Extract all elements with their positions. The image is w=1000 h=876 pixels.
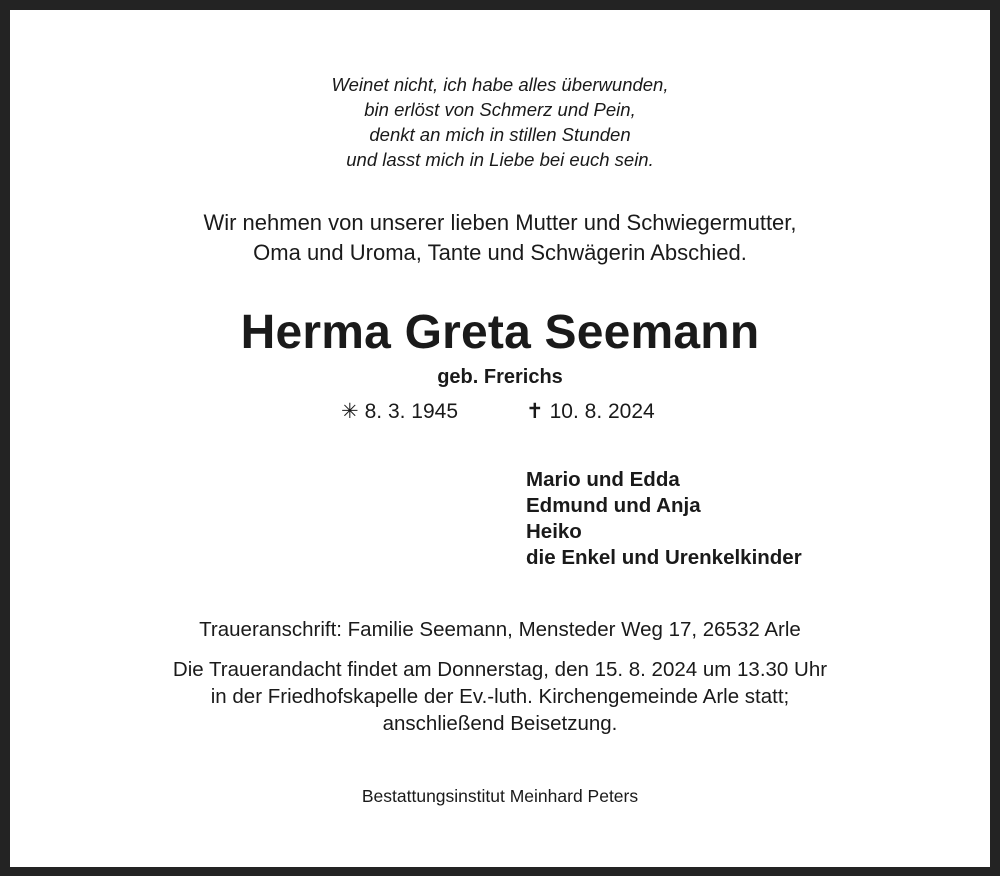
mourner-entry: Mario und Edda <box>526 468 680 491</box>
service-line: Die Trauerandacht findet am Donnerstag, den 15. 8. 2024 um 13.30 Uhr <box>172 658 828 681</box>
mourners-list <box>526 467 802 571</box>
intro-line: Oma und Uroma, Tante und Schwägerin Abschied. <box>253 240 747 265</box>
poem-line: Weinet nicht, ich habe alles überwunden, <box>331 74 669 95</box>
death-date-group <box>526 398 655 426</box>
death-date: 10. 8. 2024 <box>549 400 655 423</box>
poem <box>0 72 1000 172</box>
service-line: anschließend Beisetzung. <box>382 712 618 735</box>
death-cross-icon: ✝ <box>526 400 544 423</box>
birth-star-icon: ✳ <box>341 400 359 423</box>
mourning-address: Traueranschrift: Familie Seemann, Mensteder Weg 17, 26532 Arle <box>199 618 801 641</box>
mourner-entry: Heiko <box>526 520 582 543</box>
poem-line: denkt an mich in stillen Stunden <box>369 124 631 145</box>
intro-text <box>0 208 1000 268</box>
maiden-name: geb. Frerichs <box>437 366 563 388</box>
mourner-entry: die Enkel und Urenkelkinder <box>526 546 802 569</box>
intro-line: Wir nehmen von unserer lieben Mutter und Schwiegermutter, <box>203 210 797 235</box>
mourner-entry: Edmund und Anja <box>526 494 701 517</box>
deceased-name: Herma Greta Seemann <box>240 306 760 359</box>
poem-line: und lasst mich in Liebe bei euch sein. <box>346 149 654 170</box>
poem-line: bin erlöst von Schmerz und Pein, <box>364 99 636 120</box>
birth-date: 8. 3. 1945 <box>364 400 459 423</box>
funeral-home: Bestattungsinstitut Meinhard Peters <box>361 786 639 806</box>
service-details <box>0 656 1000 737</box>
birth-date-group <box>341 398 458 426</box>
service-line: in der Friedhofskapelle der Ev.-luth. Kirchengemeinde Arle statt; <box>210 685 790 708</box>
